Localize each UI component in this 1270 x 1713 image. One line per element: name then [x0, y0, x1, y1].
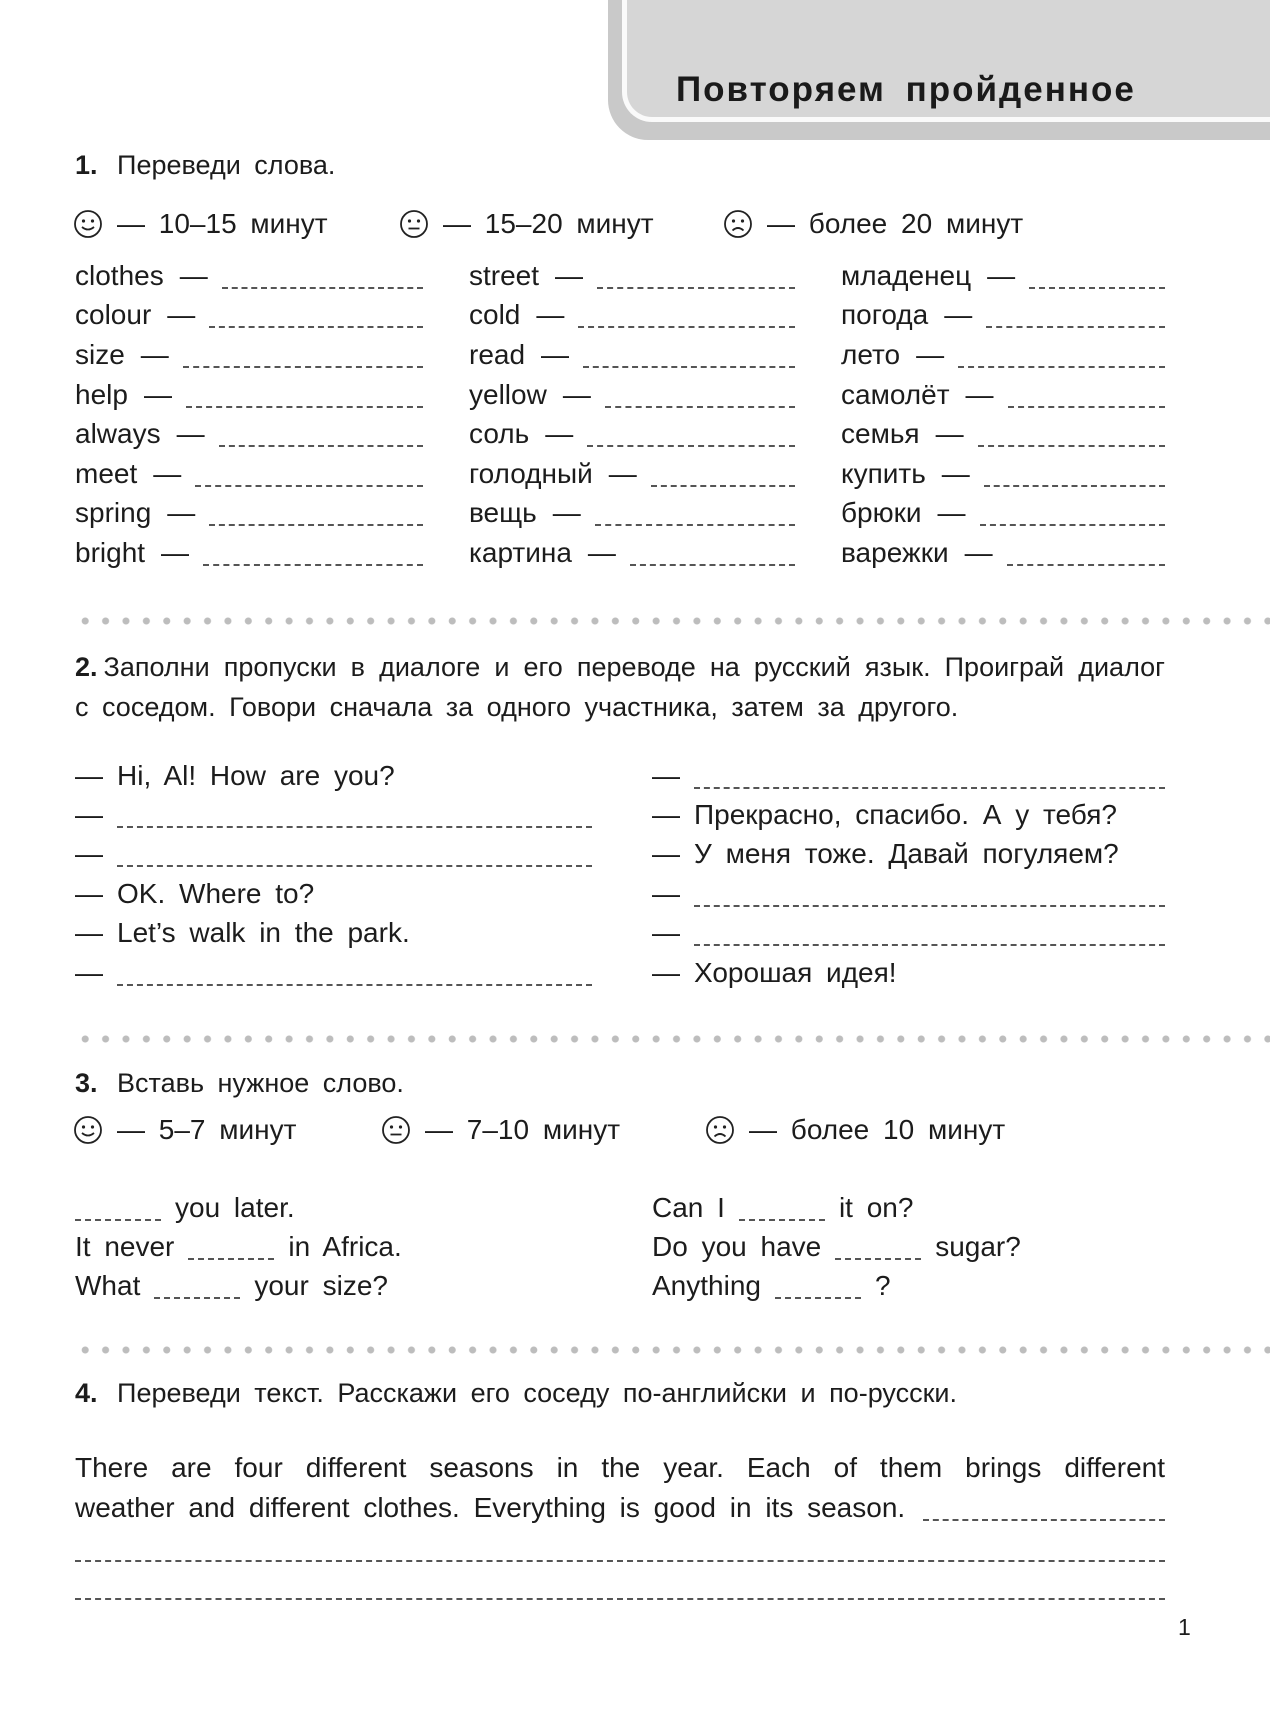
timer-slow-label: — более 10 минут: [749, 1114, 1006, 1145]
dash: —: [161, 536, 190, 568]
vocab-row: [469, 296, 795, 336]
gap-fill-column-2: [652, 1188, 1165, 1306]
dash: —: [75, 799, 103, 831]
dialogue-line: [652, 756, 1165, 795]
sentence-after: ?: [874, 1270, 891, 1302]
answer-blank[interactable]: [203, 538, 423, 568]
sentence-after: it on?: [838, 1191, 914, 1223]
answer-blank[interactable]: [651, 459, 795, 489]
vocab-row: [75, 256, 423, 296]
sentence-before: What: [75, 1270, 141, 1302]
task1-title: Переведи слова.: [117, 150, 336, 180]
answer-blank[interactable]: [183, 340, 423, 370]
page-number: 1: [1178, 1614, 1191, 1640]
dash: —: [552, 497, 581, 529]
vocab-word: size: [75, 338, 125, 370]
sentence-before: Do you have: [652, 1231, 822, 1263]
dialogue-text: OK. Where to?: [117, 877, 315, 909]
answer-blank[interactable]: [984, 459, 1165, 489]
smile-face-icon: [73, 209, 103, 239]
task3-number: 3.: [75, 1068, 98, 1098]
vocab-row: [841, 533, 1165, 573]
answer-blank[interactable]: [578, 300, 795, 330]
gap-sentence: [75, 1188, 615, 1227]
vocab-word: самолёт: [841, 378, 950, 410]
dialogue-line: [75, 756, 592, 795]
vocab-word: bright: [75, 536, 146, 568]
vocab-row: [469, 256, 795, 296]
answer-blank[interactable]: [75, 1195, 161, 1221]
vocab-word: лето: [841, 338, 901, 370]
dialogue-line: [75, 914, 592, 953]
dash: —: [941, 457, 970, 489]
vocab-row: [841, 296, 1165, 336]
dialogue-line: [75, 953, 592, 992]
timer-slow-label: — более 20 минут: [767, 208, 1024, 239]
answer-blank[interactable]: [739, 1195, 825, 1221]
gap-sentence: [75, 1267, 615, 1306]
dash: —: [562, 378, 591, 410]
dash: —: [652, 877, 680, 909]
vocab-column-1: [75, 256, 423, 573]
dash: —: [176, 418, 205, 450]
answer-blank[interactable]: [1007, 538, 1165, 568]
text-line: weather and different clothes. Everything is good in its season.: [75, 1492, 906, 1523]
gap-fill-column-1: [75, 1188, 615, 1306]
dash: —: [140, 338, 169, 370]
dialogue-text: У меня тоже. Давай погуляем?: [694, 838, 1119, 870]
answer-blank[interactable]: [222, 261, 423, 291]
timer-fast: [73, 208, 328, 240]
dash: —: [935, 418, 964, 450]
answer-blank[interactable]: [117, 958, 592, 988]
text-line-with-blank: [75, 1488, 1165, 1528]
dialogue-text: Хорошая идея!: [694, 956, 897, 988]
dash: —: [167, 299, 196, 331]
timer-slow: [705, 1114, 1005, 1146]
answer-line[interactable]: [75, 1598, 1165, 1600]
vocab-word: always: [75, 418, 161, 450]
dash: —: [75, 917, 103, 949]
answer-blank[interactable]: [117, 800, 592, 830]
vocab-row: [841, 335, 1165, 375]
task4-number: 4.: [75, 1378, 98, 1408]
vocab-row: [469, 414, 795, 454]
vocab-row: [469, 375, 795, 415]
answer-blank[interactable]: [209, 498, 423, 528]
vocab-column-2: [469, 256, 795, 573]
sentence-before: Can I: [652, 1191, 725, 1223]
vocab-row: [469, 533, 795, 573]
dash: —: [143, 378, 172, 410]
vocab-row: [469, 494, 795, 534]
task2-title: Заполни пропуски в диалоге и его переводе на русский язык. Проиграй диалог с соседом. Говори сначала за одного участника, затем за другого.: [75, 652, 1165, 722]
vocab-word: голодный: [469, 457, 593, 489]
gap-sentence: [652, 1227, 1165, 1266]
dash: —: [937, 497, 966, 529]
dash: —: [153, 457, 182, 489]
dash: —: [179, 259, 208, 291]
vocab-word: купить: [841, 457, 926, 489]
vocab-word: cold: [469, 299, 521, 331]
vocab-word: варежки: [841, 536, 949, 568]
vocab-row: [841, 454, 1165, 494]
dotted-divider: [75, 616, 1270, 626]
dash: —: [608, 457, 637, 489]
task1-number: 1.: [75, 150, 98, 180]
sentence-after: your size?: [254, 1270, 388, 1302]
answer-blank[interactable]: [186, 380, 423, 410]
dialogue-line: [652, 795, 1165, 834]
vocab-word: spring: [75, 497, 152, 529]
dialogue-russian: [652, 756, 1165, 992]
vocab-row: [469, 335, 795, 375]
sad-face-icon: [723, 209, 753, 239]
timer-slow: [723, 208, 1023, 240]
timer-medium: [381, 1114, 620, 1146]
vocab-row: [75, 414, 423, 454]
gap-sentence: [652, 1267, 1165, 1306]
timer-fast-label: — 10–15 минут: [117, 208, 328, 239]
dialogue-line: [75, 874, 592, 913]
dash: —: [536, 299, 565, 331]
answer-line[interactable]: [75, 1560, 1165, 1562]
vocab-word: семья: [841, 418, 920, 450]
dash: —: [541, 338, 570, 370]
vocab-row: [841, 256, 1165, 296]
dialogue-line: [652, 953, 1165, 992]
answer-blank[interactable]: [694, 918, 1165, 948]
dialogue-line: [652, 835, 1165, 874]
page-title: Повторяем пройденное: [676, 70, 1136, 109]
dash: —: [652, 799, 680, 831]
dialogue-line: [652, 874, 1165, 913]
dash: —: [75, 877, 103, 909]
dash: —: [75, 759, 103, 791]
dash: —: [167, 497, 196, 529]
dash: —: [545, 418, 574, 450]
vocab-word: младенец: [841, 259, 972, 291]
vocab-row: [841, 494, 1165, 534]
dialogue-line: [652, 914, 1165, 953]
task2-number: 2.: [75, 652, 98, 682]
vocab-word: соль: [469, 418, 530, 450]
dash: —: [964, 536, 993, 568]
dash: —: [987, 259, 1016, 291]
answer-blank[interactable]: [980, 498, 1166, 528]
answer-blank[interactable]: [595, 498, 795, 528]
vocab-word: clothes: [75, 259, 164, 291]
vocab-word: yellow: [469, 378, 547, 410]
sentence-before: Anything: [652, 1270, 761, 1302]
answer-blank[interactable]: [923, 1493, 1165, 1523]
answer-blank[interactable]: [835, 1234, 921, 1260]
vocab-row: [75, 494, 423, 534]
dialogue-text: Let’s walk in the park.: [117, 917, 410, 949]
answer-blank[interactable]: [587, 419, 795, 449]
answer-blank[interactable]: [219, 419, 423, 449]
dash: —: [75, 956, 103, 988]
sad-face-icon: [705, 1115, 735, 1145]
dash: —: [965, 378, 994, 410]
vocab-row: [75, 454, 423, 494]
sentence-after: you later.: [175, 1191, 295, 1223]
answer-blank[interactable]: [188, 1234, 274, 1260]
dialogue-text: Hi, Al! How are you?: [117, 759, 395, 791]
dialogue-line: [75, 795, 592, 834]
answer-blank[interactable]: [978, 419, 1165, 449]
answer-blank[interactable]: [605, 380, 795, 410]
vocab-word: картина: [469, 536, 572, 568]
sentence-after: sugar?: [935, 1231, 1021, 1263]
dotted-divider: [75, 1034, 1270, 1044]
vocab-row: [75, 296, 423, 336]
sentence-before: It never: [75, 1231, 175, 1263]
task3-title: Вставь нужное слово.: [117, 1068, 404, 1098]
answer-blank[interactable]: [958, 340, 1165, 370]
answer-blank[interactable]: [597, 261, 795, 291]
vocab-word: брюки: [841, 497, 922, 529]
dialogue-english: [75, 756, 592, 992]
neutral-face-icon: [381, 1115, 411, 1145]
task4-text: [75, 1448, 1165, 1528]
smile-face-icon: [73, 1115, 103, 1145]
vocab-row: [469, 454, 795, 494]
vocab-word: meet: [75, 457, 138, 489]
vocab-word: colour: [75, 299, 152, 331]
answer-blank[interactable]: [117, 839, 592, 869]
dash: —: [916, 338, 945, 370]
dash: —: [652, 759, 680, 791]
answer-blank[interactable]: [154, 1273, 240, 1299]
dialogue-text: Прекрасно, спасибо. А у тебя?: [694, 799, 1117, 831]
answer-blank[interactable]: [583, 340, 795, 370]
answer-blank[interactable]: [986, 300, 1165, 330]
dash: —: [652, 956, 680, 988]
task4-title: Переведи текст. Расскажи его соседу по-английски и по-русски.: [117, 1378, 957, 1408]
vocab-row: [841, 414, 1165, 454]
answer-blank[interactable]: [630, 538, 795, 568]
answer-blank[interactable]: [209, 300, 423, 330]
timer-fast: [73, 1114, 296, 1146]
dash: —: [75, 838, 103, 870]
answer-blank[interactable]: [775, 1273, 861, 1299]
vocab-column-3: [841, 256, 1165, 573]
dotted-divider: [75, 1345, 1270, 1355]
dash: —: [652, 838, 680, 870]
task4-heading: [75, 1378, 957, 1409]
timer-fast-label: — 5–7 минут: [117, 1114, 297, 1145]
neutral-face-icon: [399, 209, 429, 239]
answer-blank[interactable]: [1029, 261, 1165, 291]
vocab-row: [75, 533, 423, 573]
dash: —: [587, 536, 616, 568]
task3-heading: [75, 1068, 404, 1099]
answer-blank[interactable]: [1008, 380, 1165, 410]
dialogue-line: [75, 835, 592, 874]
vocab-row: [75, 375, 423, 415]
vocab-row: [841, 375, 1165, 415]
answer-blank[interactable]: [195, 459, 423, 489]
answer-blank[interactable]: [694, 761, 1165, 791]
dash: —: [555, 259, 584, 291]
timer-medium-label: — 15–20 минут: [443, 208, 654, 239]
gap-sentence: [652, 1188, 1165, 1227]
vocab-word: погода: [841, 299, 929, 331]
vocab-word: вещь: [469, 497, 537, 529]
dash: —: [652, 917, 680, 949]
dash: —: [944, 299, 973, 331]
answer-blank[interactable]: [694, 879, 1165, 909]
vocab-row: [75, 335, 423, 375]
vocab-word: street: [469, 259, 540, 291]
gap-sentence: [75, 1227, 615, 1266]
timer-medium: [399, 208, 654, 240]
vocab-word: read: [469, 338, 526, 370]
text-line: There are four different seasons in the year. Each of them brings different: [75, 1452, 1165, 1483]
task1-heading: [75, 150, 335, 181]
vocab-word: help: [75, 378, 128, 410]
timer-medium-label: — 7–10 минут: [425, 1114, 621, 1145]
task2-heading: [75, 647, 1165, 727]
sentence-after: in Africa.: [288, 1231, 402, 1263]
